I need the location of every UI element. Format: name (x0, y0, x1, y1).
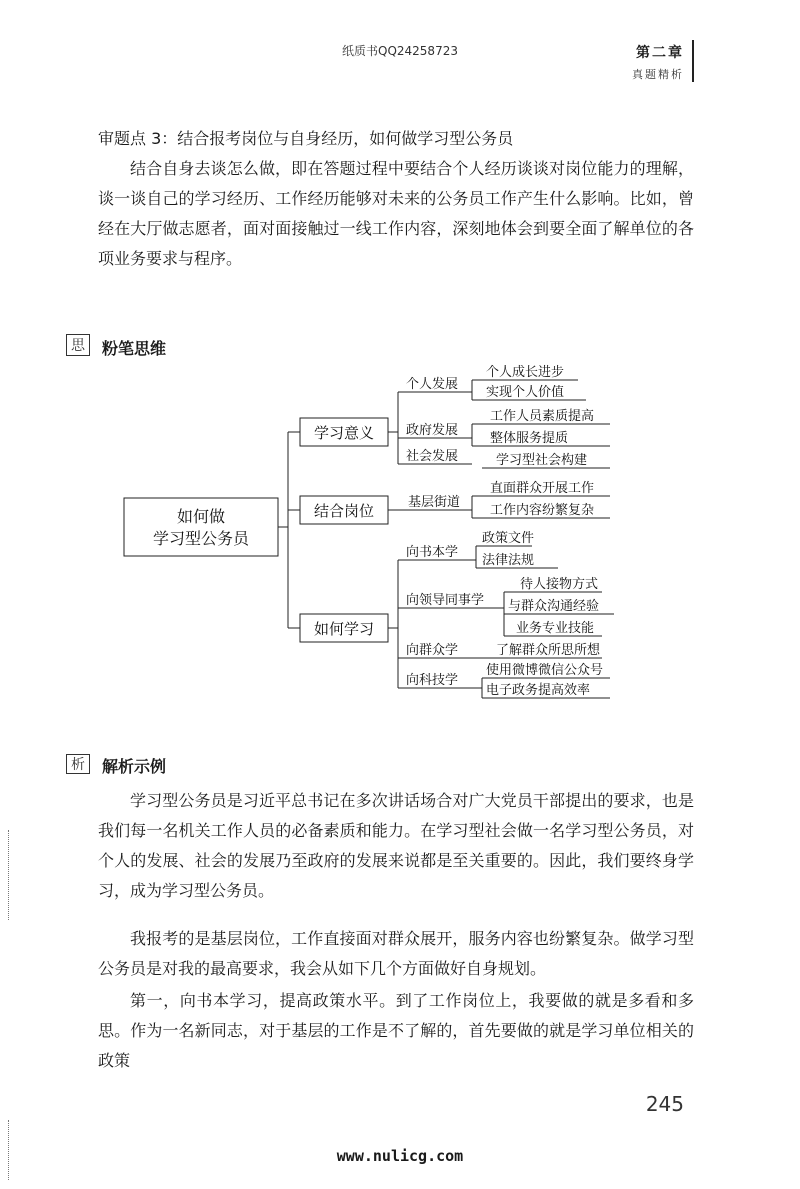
leaf-label: 法律法规 (482, 553, 535, 568)
page-number: 245 (645, 1092, 684, 1116)
leaf-label: 实现个人价值 (486, 385, 565, 400)
leaf-label: 工作人员素质提高 (490, 409, 595, 424)
chapter-subtitle: 真题精析 (632, 68, 684, 81)
analysis-icon-glyph: 析 (71, 757, 85, 773)
mindmap-diagram (110, 360, 630, 710)
leaf-label: 电子政务提高效率 (486, 683, 591, 698)
point3-title: 审题点 3：结合报考岗位与自身经历，如何做学习型公务员 (98, 129, 514, 148)
sub-label: 政府发展 (406, 423, 459, 438)
leaf-label: 直面群众开展工作 (490, 481, 595, 496)
analysis-section-icon (66, 754, 90, 774)
root-label-line1: 如何做 (176, 507, 226, 526)
leaf-label: 政策文件 (482, 531, 535, 546)
analysis-paragraph: 第一，向书本学习，提高政策水平。到了工作岗位上，我要做的就是多看和多思。作为一名新同志，对于基层的工作是不了解的，首先要做的就是学习单位相关的政策 (98, 991, 694, 1070)
point3-body: 结合自身去谈怎么做，即在答题过程中要结合个人经历谈谈对岗位能力的理解，谈一谈自己的学习经历、工作经历能够对未来的公务员工作产生什么影响。比如，曾经在大厅做志愿者，面对面接触过一线工作内容，深刻地体会到要全面了解单位的各项业务要求与程序。 (98, 159, 694, 268)
leaf-label: 使用微博微信公众号 (486, 663, 604, 678)
leaf-label: 个人成长进步 (486, 365, 565, 380)
root-label-line2: 学习型公务员 (152, 529, 250, 548)
leaf-label: 整体服务提质 (490, 431, 569, 446)
leaf-label: 业务专业技能 (516, 621, 595, 636)
mindmap-section-title: 粉笔思维 (102, 339, 167, 358)
leaf-label: 学习型社会构建 (496, 453, 588, 468)
sub-label: 社会发展 (406, 449, 459, 464)
analysis-paragraph: 学习型公务员是习近平总书记在多次讲话场合对广大党员干部提出的要求，也是我们每一名机关工作人员的必备素质和能力。在学习型社会做一名学习型公务员，对个人的发展、社会的发展乃至政府的发展来说都是至关重要的。因此，我们要终身学习，成为学习型公务员。 (98, 791, 694, 900)
sub-label: 向书本学 (406, 545, 459, 560)
header-watermark: 纸质书QQ24258723 (342, 44, 458, 58)
branch-label: 如何学习 (313, 620, 375, 638)
analysis-section-title: 解析示例 (102, 757, 167, 776)
chapter-title: 第二章 (636, 45, 684, 61)
sub-label: 个人发展 (406, 377, 459, 392)
header-divider (692, 40, 694, 82)
sub-label: 向科技学 (406, 673, 459, 688)
sub-label: 向群众学 (406, 643, 459, 658)
sub-label: 向领导同事学 (406, 593, 485, 608)
branch-label: 结合岗位 (313, 502, 375, 520)
leaf-label: 工作内容纷繁复杂 (490, 503, 595, 518)
margin-scan-mark (8, 830, 13, 920)
analysis-paragraph: 我报考的是基层岗位，工作直接面对群众展开，服务内容也纷繁复杂。做学习型公务员是对我的最高要求，我会从如下几个方面做好自身规划。 (98, 929, 694, 978)
sub-label: 基层街道 (408, 495, 461, 510)
mindmap-icon-glyph: 思 (71, 338, 85, 354)
branch-label: 学习意义 (313, 424, 375, 442)
leaf-label: 待人接物方式 (520, 577, 599, 592)
leaf-label: 与群众沟通经验 (508, 599, 600, 614)
footer-url: www.nulicg.com (336, 1147, 464, 1165)
mindmap-section-icon (66, 334, 90, 356)
leaf-label: 了解群众所思所想 (496, 643, 601, 658)
